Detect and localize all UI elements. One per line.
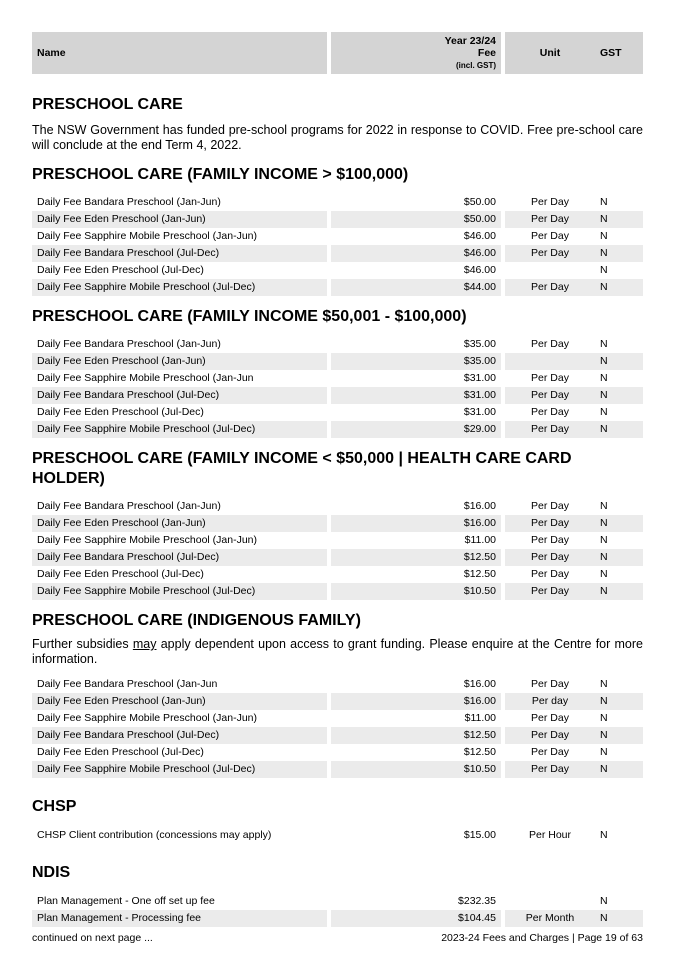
- row-unit: [505, 262, 595, 279]
- row-fee: $44.00: [331, 279, 501, 296]
- table-row: [32, 710, 643, 727]
- row-fee: $16.00: [463, 500, 496, 512]
- row-unit: [505, 893, 595, 910]
- row-gst: N: [600, 230, 608, 242]
- row-unit: Per Day: [505, 421, 595, 438]
- row-gst: N: [595, 245, 643, 262]
- row-name: Daily Fee Sapphire Mobile Preschool (Jan-Jun): [37, 534, 258, 546]
- row-name: Daily Fee Bandara Preschool (Jul-Dec): [32, 549, 327, 566]
- row-unit: Per Day: [505, 761, 595, 778]
- row-gst: N: [595, 761, 643, 778]
- row-fee: $31.00: [463, 406, 496, 418]
- header-fee-year: Year 23/24: [444, 34, 496, 47]
- row-name: Daily Fee Eden Preschool (Jan-Jun): [32, 353, 327, 370]
- row-unit: Per Day: [531, 678, 569, 690]
- row-unit: Per Month: [505, 910, 595, 927]
- fees-page: [32, 32, 643, 927]
- table-row: [32, 404, 643, 421]
- fee-table-income-over-100k: [32, 194, 643, 296]
- row-name: Daily Fee Sapphire Mobile Preschool (Jul-Dec): [32, 583, 327, 600]
- row-name: Daily Fee Bandara Preschool (Jan-Jun: [37, 678, 218, 690]
- row-unit: Per Day: [505, 549, 595, 566]
- row-name: Daily Fee Eden Preschool (Jan-Jun): [32, 211, 327, 228]
- row-unit: Per Day: [531, 406, 569, 418]
- footer-continued: continued on next page ...: [32, 932, 153, 944]
- row-gst: N: [595, 910, 643, 927]
- table-row: [32, 676, 643, 693]
- row-fee: $104.45: [331, 910, 501, 927]
- row-fee: $16.00: [463, 678, 496, 690]
- row-gst: N: [600, 264, 608, 276]
- table-row: [32, 370, 643, 387]
- row-gst: N: [600, 712, 608, 724]
- table-row: [32, 228, 643, 245]
- section-note-preschool-care: The NSW Government has funded pre-school programs for 2022 in response to COVID. Free pre-school care will conclude at the end Term 4, 2022.: [32, 123, 643, 152]
- section-title-preschool-care: PRESCHOOL CARE: [32, 96, 183, 113]
- row-unit: Per day: [505, 693, 595, 710]
- fee-table-income-50k-100k: [32, 336, 643, 438]
- row-name: Daily Fee Bandara Preschool (Jul-Dec): [32, 727, 327, 744]
- row-unit: Per Day: [531, 712, 569, 724]
- row-unit: Per Day: [505, 387, 595, 404]
- row-name: Daily Fee Bandara Preschool (Jan-Jun): [37, 338, 221, 350]
- row-unit: Per Day: [531, 746, 569, 758]
- header-name: Name: [32, 32, 327, 74]
- row-name: Plan Management - One off set up fee: [37, 895, 215, 907]
- row-fee: $12.50: [463, 746, 496, 758]
- header-unit: Unit: [505, 32, 595, 74]
- row-fee: $232.35: [458, 895, 496, 907]
- row-unit: Per Day: [531, 568, 569, 580]
- row-gst: N: [600, 568, 608, 580]
- row-fee: $12.50: [331, 549, 501, 566]
- fee-table-income-under-50k: [32, 498, 643, 600]
- row-gst: N: [600, 196, 608, 208]
- row-fee: $12.50: [463, 568, 496, 580]
- row-unit: Per Day: [505, 515, 595, 532]
- table-row: [32, 279, 643, 296]
- section-title-chsp: CHSP: [32, 798, 77, 815]
- row-fee: $11.00: [464, 534, 496, 546]
- row-gst: N: [595, 549, 643, 566]
- row-name: Daily Fee Sapphire Mobile Preschool (Jan-Jun): [37, 712, 258, 724]
- row-name: Daily Fee Eden Preschool (Jul-Dec): [37, 264, 204, 276]
- row-unit: Per Day: [531, 372, 569, 384]
- row-fee: $50.00: [463, 196, 496, 208]
- table-row: [32, 910, 643, 927]
- row-name: Daily Fee Sapphire Mobile Preschool (Jul-Dec): [32, 421, 327, 438]
- row-gst: N: [600, 829, 608, 841]
- row-name: Daily Fee Eden Preschool (Jan-Jun): [32, 693, 327, 710]
- header-gst: GST: [595, 32, 643, 74]
- row-name: Daily Fee Sapphire Mobile Preschool (Jul-Dec): [32, 279, 327, 296]
- section-title-income-50k-100k: PRESCHOOL CARE (FAMILY INCOME $50,001 - $100,000): [32, 308, 467, 325]
- header-fee-note: (incl. GST): [456, 60, 496, 70]
- table-row: [32, 387, 643, 404]
- row-unit: Per Day: [531, 196, 569, 208]
- row-fee: $10.50: [331, 761, 501, 778]
- row-name: Daily Fee Bandara Preschool (Jan-Jun): [37, 196, 221, 208]
- section-title-income-under-50k: PRESCHOOL CARE (FAMILY INCOME < $50,000 | HEALTH CARE CARD HOLDER): [32, 450, 572, 487]
- row-gst: N: [600, 338, 608, 350]
- section-title-ndis: NDIS: [32, 864, 71, 881]
- row-name: Daily Fee Bandara Preschool (Jul-Dec): [32, 245, 327, 262]
- row-fee: $10.50: [331, 583, 501, 600]
- header-fee: [331, 32, 501, 74]
- row-gst: N: [600, 895, 608, 907]
- section-title-income-over-100k: PRESCHOOL CARE (FAMILY INCOME > $100,000): [32, 166, 409, 183]
- table-row: [32, 421, 643, 438]
- row-name: Daily Fee Sapphire Mobile Preschool (Jan-Jun): [37, 230, 258, 242]
- row-gst: N: [595, 515, 643, 532]
- row-fee: $46.00: [463, 230, 496, 242]
- row-name: Daily Fee Sapphire Mobile Preschool (Jul-Dec): [32, 761, 327, 778]
- row-gst: N: [595, 387, 643, 404]
- row-gst: N: [595, 727, 643, 744]
- row-unit: Per Day: [531, 338, 569, 350]
- row-unit: Per Day: [505, 583, 595, 600]
- table-row: [32, 245, 643, 262]
- table-row: [32, 336, 643, 353]
- footer-page-info: 2023-24 Fees and Charges | Page 19 of 63: [441, 932, 643, 944]
- row-fee: $12.50: [331, 727, 501, 744]
- row-unit: Per Day: [531, 500, 569, 512]
- row-name: Daily Fee Eden Preschool (Jan-Jun): [32, 515, 327, 532]
- row-unit: Per Day: [505, 727, 595, 744]
- table-row: [32, 532, 643, 549]
- row-gst: N: [595, 583, 643, 600]
- row-gst: N: [595, 693, 643, 710]
- row-fee: $15.00: [463, 829, 496, 841]
- row-unit: Per Day: [531, 534, 569, 546]
- row-fee: $29.00: [331, 421, 501, 438]
- section-title-indigenous-family: PRESCHOOL CARE (INDIGENOUS FAMILY): [32, 612, 361, 629]
- table-row: [32, 761, 643, 778]
- fee-table-ndis: [32, 893, 643, 927]
- row-gst: N: [600, 372, 608, 384]
- row-name: Daily Fee Bandara Preschool (Jul-Dec): [32, 387, 327, 404]
- row-name: Daily Fee Eden Preschool (Jul-Dec): [37, 406, 204, 418]
- row-gst: N: [600, 746, 608, 758]
- row-fee: $46.00: [331, 245, 501, 262]
- table-row: [32, 211, 643, 228]
- row-name: CHSP Client contribution (concessions may apply): [37, 829, 272, 841]
- row-gst: N: [595, 279, 643, 296]
- table-row: [32, 498, 643, 515]
- table-row: [32, 262, 643, 279]
- row-unit: Per Day: [505, 279, 595, 296]
- table-row: [32, 566, 643, 583]
- row-fee: $11.00: [464, 712, 496, 724]
- fee-table-indigenous-family: [32, 676, 643, 778]
- row-fee: $31.00: [331, 387, 501, 404]
- row-gst: N: [595, 353, 643, 370]
- header-fee-label: Fee: [477, 46, 496, 59]
- row-fee: $16.00: [331, 515, 501, 532]
- table-row: [32, 827, 643, 844]
- table-row: [32, 727, 643, 744]
- row-name: Plan Management - Processing fee: [32, 910, 327, 927]
- table-row: [32, 583, 643, 600]
- row-name: Daily Fee Sapphire Mobile Preschool (Jan-Jun: [37, 372, 254, 384]
- row-fee: $46.00: [463, 264, 496, 276]
- row-gst: N: [600, 678, 608, 690]
- table-row: [32, 194, 643, 211]
- row-fee: $35.00: [331, 353, 501, 370]
- table-row: [32, 744, 643, 761]
- row-fee: $31.00: [463, 372, 496, 384]
- fee-table-chsp: [32, 827, 643, 844]
- row-gst: N: [595, 421, 643, 438]
- row-unit: Per Day: [505, 245, 595, 262]
- row-fee: $35.00: [463, 338, 496, 350]
- table-row: [32, 549, 643, 566]
- table-row: [32, 353, 643, 370]
- row-gst: N: [600, 534, 608, 546]
- table-header: [32, 32, 643, 74]
- row-name: Daily Fee Bandara Preschool (Jan-Jun): [37, 500, 221, 512]
- note-text-post: apply dependent upon access to grant funding. Please enquire at the Centre for more information.: [32, 637, 643, 666]
- row-fee: $16.00: [331, 693, 501, 710]
- note-text-underlined: may: [132, 637, 157, 651]
- row-unit: [505, 353, 595, 370]
- table-row: [32, 893, 643, 910]
- row-unit: Per Day: [505, 211, 595, 228]
- note-text-pre: Further subsidies: [32, 637, 133, 651]
- table-row: [32, 515, 643, 532]
- row-fee: $50.00: [331, 211, 501, 228]
- row-gst: N: [595, 211, 643, 228]
- table-row: [32, 693, 643, 710]
- row-unit: Per Hour: [528, 829, 571, 841]
- row-gst: N: [600, 500, 608, 512]
- row-gst: N: [600, 406, 608, 418]
- section-note-indigenous-family: [32, 637, 643, 667]
- row-name: Daily Fee Eden Preschool (Jul-Dec): [37, 746, 204, 758]
- row-name: Daily Fee Eden Preschool (Jul-Dec): [37, 568, 204, 580]
- row-unit: Per Day: [531, 230, 569, 242]
- page-footer: [32, 932, 643, 944]
